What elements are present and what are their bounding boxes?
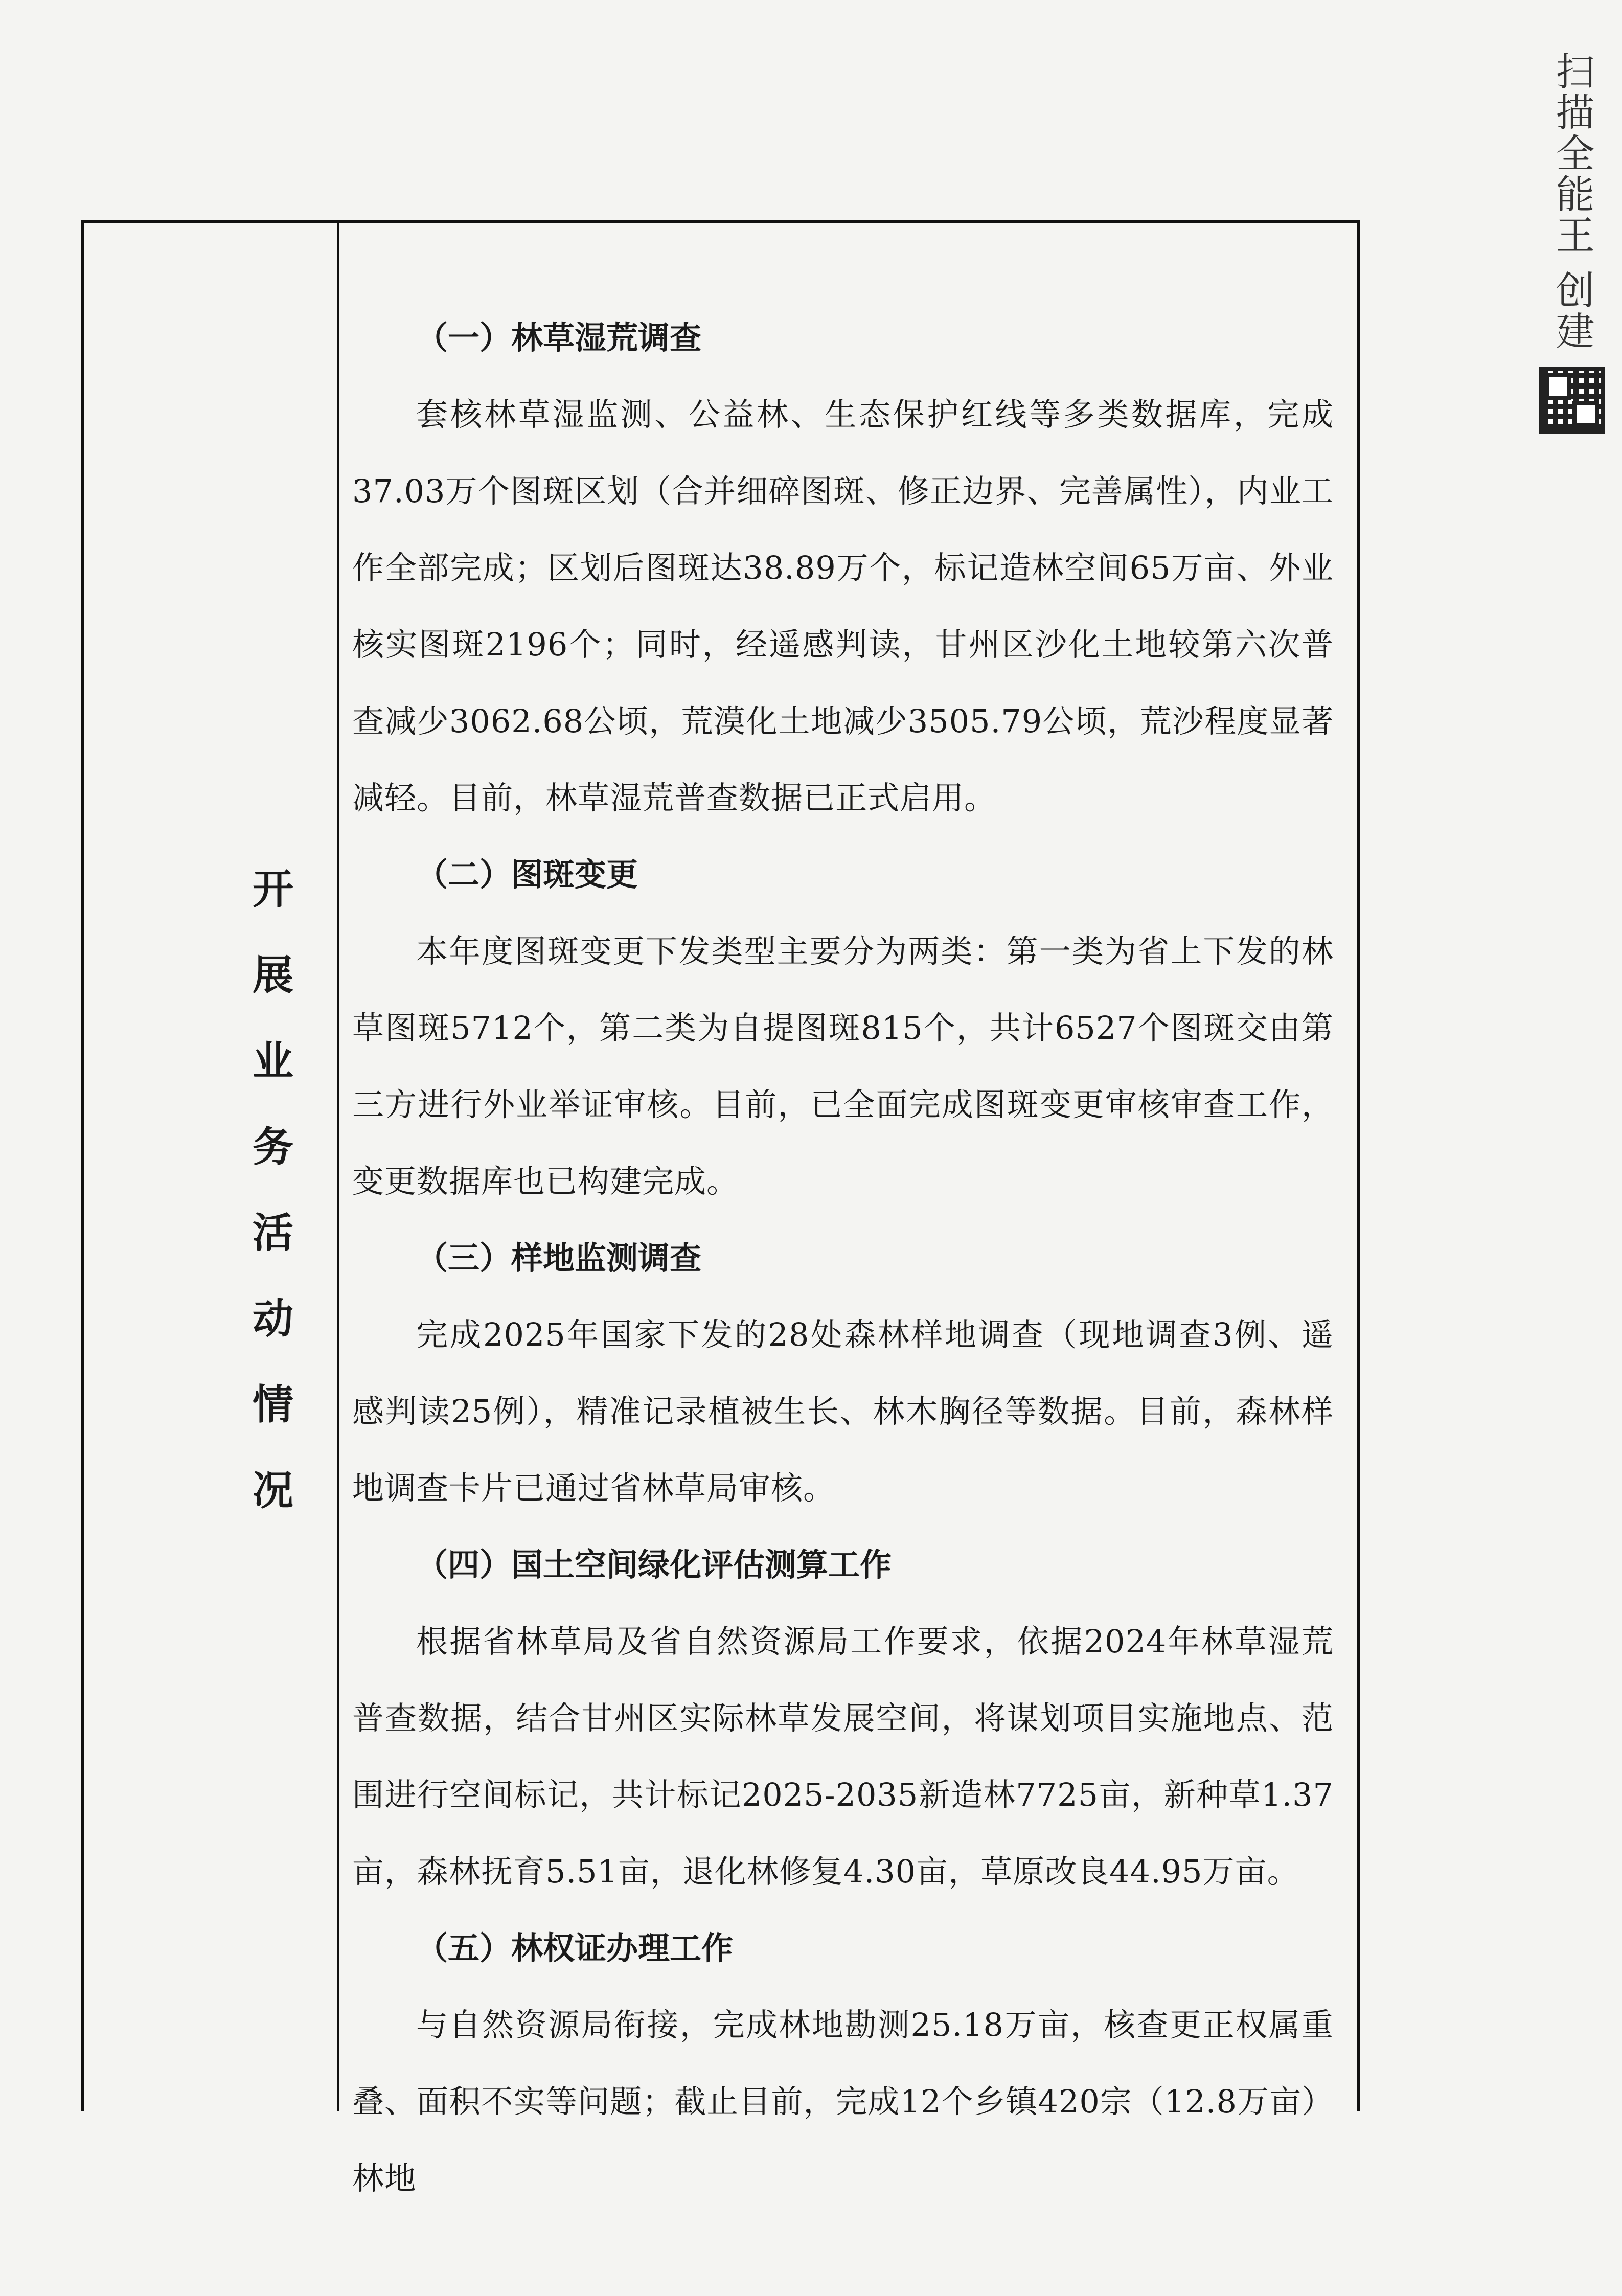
label-char: 动 — [253, 1295, 293, 1343]
label-char: 活 — [253, 1209, 293, 1257]
section-body-plot-monitoring: 完成2025年国家下发的28处森林样地调查（现地调查3例、遥感判读25例），精准记录植被生长、林木胸径等数据。目前，森林样地调查卡片已通过省林草局审核。 — [352, 1316, 1334, 1507]
label-char: 情 — [253, 1381, 293, 1428]
section-label — [247, 847, 299, 1534]
section-body-greening-assessment: 根据省林草局及省自然资源局工作要求，依据2024年林草湿荒普查数据，结合甘州区实际林草发展空间，将谋划项目实施地点、范围进行空间标记，共计标记2025-2035新造林7725亩，新种草1.37亩，森林抚育5.51亩，退化林修复4.30亩，草原改良44.95万亩。 — [352, 1623, 1334, 1890]
label-char: 况 — [253, 1467, 293, 1514]
section-heading-forest-survey: （一）林草湿荒调查 — [416, 319, 702, 356]
section-body-patch-change: 本年度图斑变更下发类型主要分为两类：第一类为省上下发的林草图斑5712个，第二类为自提图斑815个，共计6527个图斑交由第三方进行外业举证审核。目前，已全面完成图斑变更审核审查工作，变更数据库也已构建完成。 — [352, 933, 1334, 1200]
section-heading-greening-assessment: （四）国土空间绿化评估测算工作 — [416, 1546, 892, 1583]
report-table — [81, 220, 1360, 2197]
label-char: 业 — [253, 1037, 293, 1085]
watermark-text: 扫描全能王 创建 — [1549, 51, 1595, 352]
scanner-watermark — [1534, 51, 1610, 434]
section-heading-patch-change: （二）图斑变更 — [416, 856, 638, 893]
content-column — [352, 300, 1334, 2217]
section-body-forest-rights: 与自然资源局衔接，完成林地勘测25.18万亩，核查更正权属重叠、面积不实等问题；截止目前，完成12个乡镇420宗（12.8万亩）林地 — [352, 2006, 1334, 2197]
label-char: 开 — [253, 866, 293, 913]
label-char: 展 — [253, 951, 293, 999]
label-char: 务 — [253, 1123, 293, 1171]
qr-code-icon — [1539, 367, 1605, 434]
section-heading-forest-rights: （五）林权证办理工作 — [416, 1929, 734, 1967]
section-heading-plot-monitoring: （三）样地监测调查 — [416, 1239, 702, 1277]
label-column — [84, 223, 339, 2111]
section-body-forest-survey: 套核林草湿监测、公益林、生态保护红线等多类数据库，完成37.03万个图斑区划（合并细碎图斑、修正边界、完善属性），内业工作全部完成；区划后图斑达38.89万个，标记造林空间65万亩、外业核实图斑2196个；同时，经遥感判读，甘州区沙化土地较第六次普查减少3062.68公顷，荒漠化土地减少3505.79公顷，荒沙程度显著减轻。目前，林草湿荒普查数据已正式启用。 — [352, 396, 1334, 816]
